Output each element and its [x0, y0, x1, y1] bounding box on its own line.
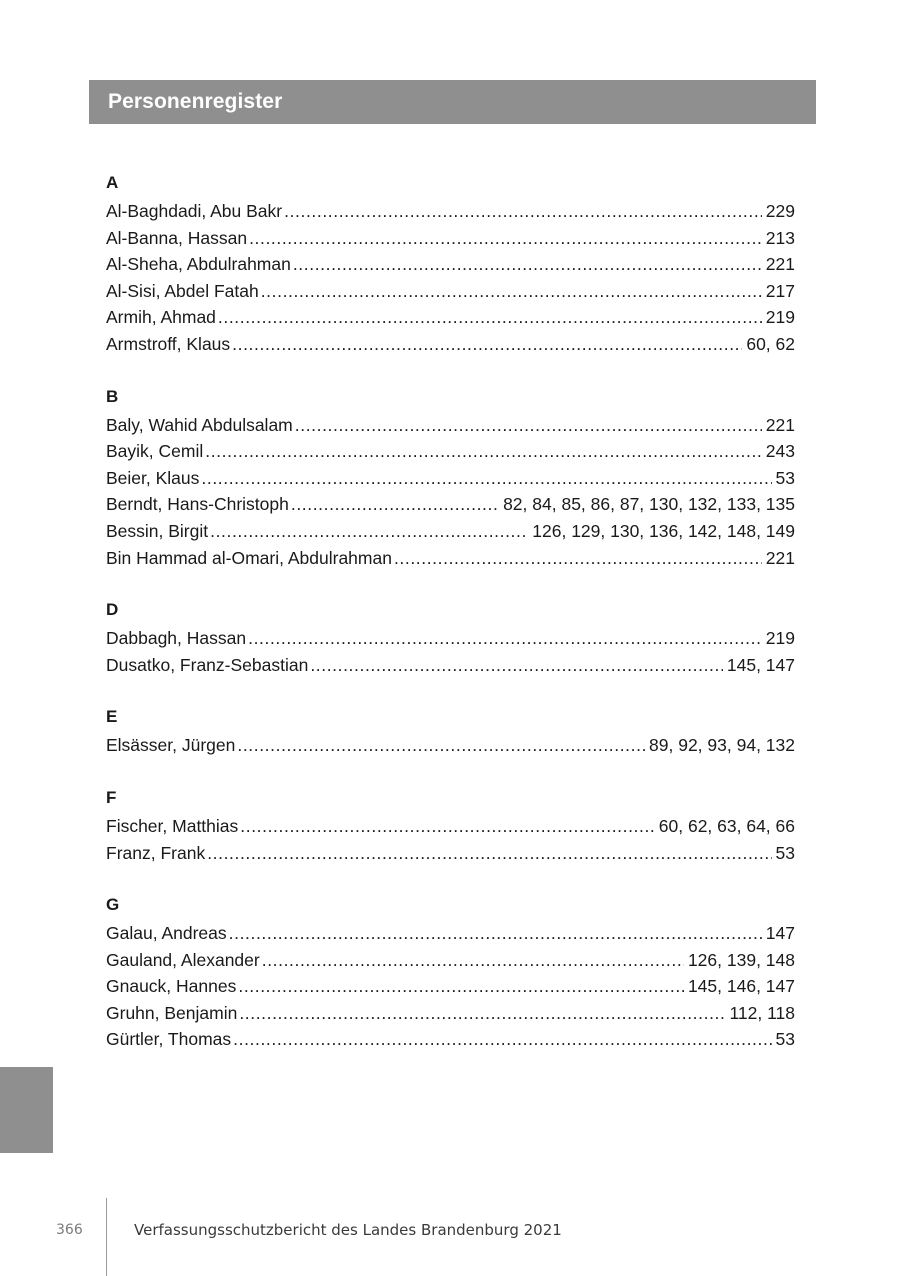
entry-pages: 89, 92, 93, 94, 132 [649, 735, 795, 756]
register-entry [106, 1026, 795, 1053]
register-entry [106, 304, 795, 331]
dot-leader [201, 465, 771, 492]
title-bar [89, 80, 816, 124]
entry-pages: 219 [765, 628, 795, 649]
register-entry [106, 1000, 795, 1027]
register-section-d [106, 599, 795, 678]
dot-leader [229, 920, 762, 947]
dot-leader [291, 491, 499, 518]
page-title: Personenregister [108, 90, 283, 113]
entry-name: Berndt, Hans-Christoph [106, 494, 289, 515]
register-entry [106, 412, 795, 439]
entry-pages: 221 [765, 414, 795, 435]
register-entry [106, 813, 795, 840]
dot-leader [210, 518, 528, 545]
person-register [106, 172, 795, 1081]
entry-name: Gnauck, Hannes [106, 976, 237, 997]
register-section-f [106, 787, 795, 866]
dot-leader [284, 198, 762, 225]
footer-page-number: 366 [56, 1222, 83, 1238]
entry-name: Baly, Wahid Abdulsalam [106, 414, 293, 435]
dot-leader [232, 331, 742, 358]
section-letter: B [106, 386, 119, 406]
register-entry [106, 518, 795, 545]
dot-leader [240, 813, 654, 840]
dot-leader [262, 947, 684, 974]
entry-pages: 221 [765, 254, 795, 275]
register-section-b [106, 386, 795, 572]
entry-name: Dabbagh, Hassan [106, 628, 247, 649]
entry-pages: 243 [765, 441, 795, 462]
entry-pages: 219 [765, 307, 795, 328]
dot-leader [205, 438, 762, 465]
entry-pages: 53 [775, 467, 795, 488]
register-section-e [106, 706, 795, 759]
register-entry [106, 331, 795, 358]
dot-leader [248, 625, 762, 652]
section-letter: E [106, 707, 118, 727]
dot-leader [207, 840, 771, 867]
entry-pages: 213 [765, 227, 795, 248]
dot-leader [238, 973, 684, 1000]
entry-name: Gürtler, Thomas [106, 1029, 232, 1050]
register-entry [106, 465, 795, 492]
dot-leader [295, 412, 762, 439]
entry-name: Armih, Ahmad [106, 307, 216, 328]
entry-name: Gruhn, Benjamin [106, 1002, 238, 1023]
dot-leader [293, 251, 762, 278]
register-section-a [106, 172, 795, 358]
entry-pages: 145, 147 [726, 654, 795, 675]
entry-pages: 221 [765, 547, 795, 568]
entry-name: Beier, Klaus [106, 467, 200, 488]
dot-leader [249, 225, 762, 252]
dot-leader [218, 304, 762, 331]
entry-pages: 145, 146, 147 [687, 976, 795, 997]
entry-name: Galau, Andreas [106, 923, 227, 944]
register-entry [106, 840, 795, 867]
section-letter: D [106, 600, 119, 620]
entry-pages: 229 [765, 201, 795, 221]
register-entry [106, 625, 795, 652]
entry-name: Elsässer, Jürgen [106, 735, 236, 756]
entry-pages: 60, 62, 63, 64, 66 [658, 815, 795, 836]
dot-leader [394, 545, 762, 572]
entry-name: Al-Banna, Hassan [106, 227, 248, 248]
register-entry [106, 732, 795, 759]
dot-leader [233, 1026, 771, 1053]
register-entry [106, 947, 795, 974]
register-entry [106, 973, 795, 1000]
entry-pages: 53 [775, 1029, 795, 1050]
entry-pages: 60, 62 [746, 333, 795, 354]
register-entry [106, 491, 795, 518]
entry-name: Dusatko, Franz-Sebastian [106, 654, 309, 675]
entry-name: Al-Baghdadi, Abu Bakr [106, 201, 283, 221]
entry-pages: 112, 118 [729, 1002, 795, 1023]
entry-name: Al-Sheha, Abdulrahman [106, 254, 291, 275]
entry-pages: 217 [765, 280, 795, 301]
dot-leader [239, 1000, 725, 1027]
register-section-g [106, 894, 795, 1053]
entry-name: Bessin, Birgit [106, 520, 209, 541]
entry-name: Bin Hammad al-Omari, Abdulrahman [106, 547, 392, 568]
register-entry [106, 225, 795, 252]
register-entry [106, 251, 795, 278]
entry-pages: 53 [775, 842, 795, 863]
entry-name: Al-Sisi, Abdel Fatah [106, 280, 259, 301]
entry-pages: 126, 139, 148 [687, 949, 795, 970]
dot-leader [237, 732, 645, 759]
section-letter: F [106, 787, 117, 807]
entry-pages: 147 [765, 923, 795, 944]
side-tab-marker [0, 1067, 53, 1153]
entry-pages: 126, 129, 130, 136, 142, 148, 149 [532, 520, 795, 541]
dot-leader [261, 278, 762, 305]
section-letter: G [106, 895, 120, 915]
section-letter: A [106, 173, 119, 192]
register-entry [106, 545, 795, 572]
footer-publication-title: Verfassungsschutzbericht des Landes Brandenburg 2021 [134, 1221, 562, 1239]
register-entry [106, 652, 795, 679]
register-entry [106, 278, 795, 305]
entry-name: Gauland, Alexander [106, 949, 260, 970]
dot-leader [310, 652, 723, 679]
entry-name: Armstroff, Klaus [106, 333, 231, 354]
footer-divider [106, 1198, 107, 1276]
entry-name: Franz, Frank [106, 842, 206, 863]
entry-name: Fischer, Matthias [106, 815, 239, 836]
entry-pages: 82, 84, 85, 86, 87, 130, 132, 133, 135 [503, 494, 795, 515]
register-entry [106, 438, 795, 465]
entry-name: Bayik, Cemil [106, 441, 204, 462]
register-entry [106, 198, 795, 225]
register-entry [106, 920, 795, 947]
